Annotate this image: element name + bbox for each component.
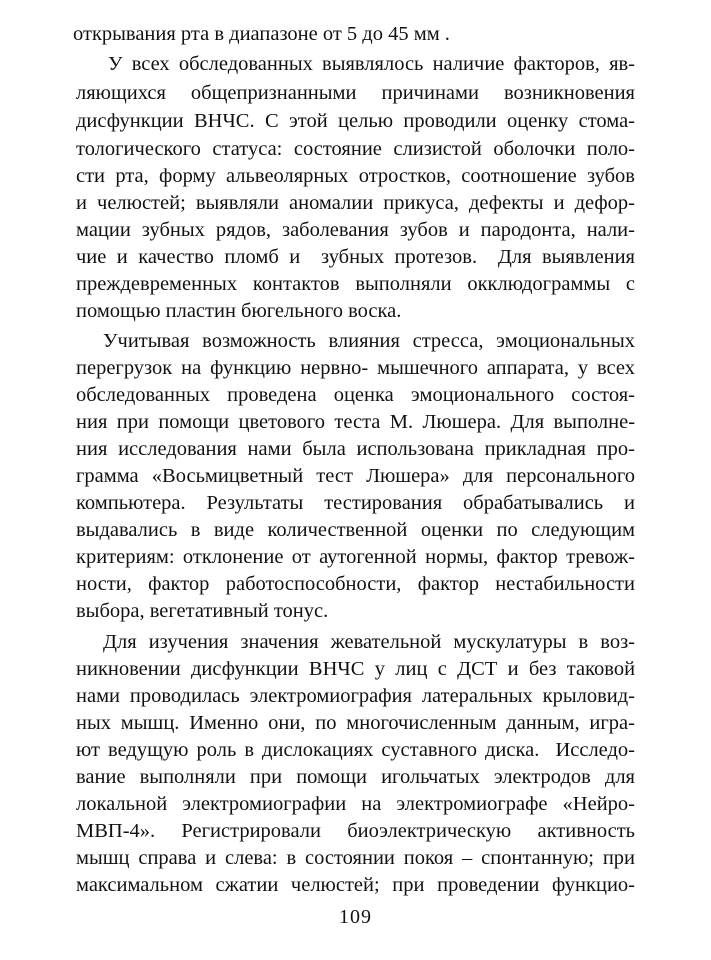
line-text: компьютера. Результаты тестирования обрабатывались и <box>76 492 635 514</box>
line-text: ния исследования нами была использована прикладная про- <box>76 438 635 460</box>
text-line <box>0 162 711 190</box>
text-line <box>0 597 711 625</box>
line-text: выбора, вегетативный тонус. <box>76 600 329 622</box>
page-number: 109 <box>339 906 372 928</box>
text-line <box>0 381 711 409</box>
text-line <box>0 736 711 764</box>
text-line <box>0 297 711 325</box>
text-line <box>0 682 711 710</box>
line-text: дисфункции ВНЧС. С этой целью проводили оценку стома- <box>76 110 635 132</box>
line-text: перегрузок на функцию нервно- мышечного аппарата, у всех <box>76 357 635 379</box>
line-text: ния при помощи цветового теста М. Люшера. Для выполне- <box>76 411 636 433</box>
text-line <box>0 354 711 382</box>
line-text: ляющихся общепризнанными причинами возникновения <box>76 82 635 104</box>
text-line <box>0 763 711 791</box>
line-text: максимальном сжатии челюстей; при проведении функцио- <box>76 874 635 896</box>
line-text: локальной электромиографии на электромиографе «Нейро- <box>76 793 635 815</box>
text-line <box>0 570 711 598</box>
line-text: преждевременных контактов выполняли окклюдограммы с <box>76 273 636 295</box>
line-text: вание выполняли при помощи игольчатых электродов для <box>76 766 635 788</box>
text-line <box>0 107 711 135</box>
text-line <box>0 628 711 656</box>
line-text: МВП-4». Регистрировали биоэлектрическую активность <box>76 820 636 842</box>
line-text: помощью пластин бюгельного воска. <box>76 300 402 322</box>
line-text: ют ведущую роль в дислокациях суставного диска. Исследо- <box>76 739 636 761</box>
text-line <box>0 871 711 899</box>
text-line <box>0 79 711 107</box>
line-text: мышц справа и слева: в состоянии покоя – спонтанную; при <box>76 847 636 869</box>
text-line <box>0 189 711 217</box>
line-text: У всех обследованных выявлялось наличие факторов, яв- <box>108 53 636 75</box>
text-line <box>0 462 711 490</box>
text-line <box>0 327 711 355</box>
text-line <box>0 50 711 78</box>
line-text: ных мышц. Именно они, по многочисленным данным, игра- <box>76 712 635 734</box>
text-line <box>0 270 711 298</box>
text-line <box>0 516 711 544</box>
line-text: Учитывая возможность влияния стресса, эмоциональных <box>103 330 635 352</box>
line-text: никновении дисфункции ВНЧС у лиц с ДСТ и без таковой <box>76 658 636 680</box>
line-text: обследованных проведена оценка эмоционального состоя- <box>76 384 635 406</box>
line-text: нами проводилась электромиография латеральных крыловид- <box>76 685 636 707</box>
text-line <box>0 243 711 271</box>
line-text: ности, фактор работоспособности, фактор нестабильности <box>76 573 635 595</box>
line-text: грамма «Восьмицветный тест Люшера» для персонального <box>76 465 635 487</box>
line-text: Для изучения значения жевательной мускулатуры в воз- <box>103 631 635 653</box>
line-text: сти рта, форму альвеолярных отростков, соотношение зубов <box>76 165 635 187</box>
line-text: мации зубных рядов, заболевания зубов и пародонта, нали- <box>76 219 635 241</box>
text-line <box>0 435 711 463</box>
line-text: чие и качество пломб и зубных протезов. Для выявления <box>76 246 635 268</box>
text-line <box>0 489 711 517</box>
line-text: и челюстей; выявляли аномалии прикуса, дефекты и дефор- <box>76 192 635 214</box>
text-line <box>0 216 711 244</box>
text-line <box>0 135 711 163</box>
line-text: критериям: отклонение от аутогенной нормы, фактор тревож- <box>76 546 635 568</box>
text-line <box>0 20 711 48</box>
text-line <box>0 709 711 737</box>
text-line <box>0 543 711 571</box>
text-line <box>0 655 711 683</box>
text-line <box>0 817 711 845</box>
text-line <box>0 844 711 872</box>
text-line <box>0 408 711 436</box>
line-text: выдавались в виде количественной оценки по следующим <box>76 519 636 541</box>
text-line <box>0 790 711 818</box>
line-text: тологического статуса: состояние слизистой оболочки поло- <box>76 138 636 160</box>
line-text: открывания рта в диапазоне от 5 до 45 мм . <box>73 23 450 45</box>
